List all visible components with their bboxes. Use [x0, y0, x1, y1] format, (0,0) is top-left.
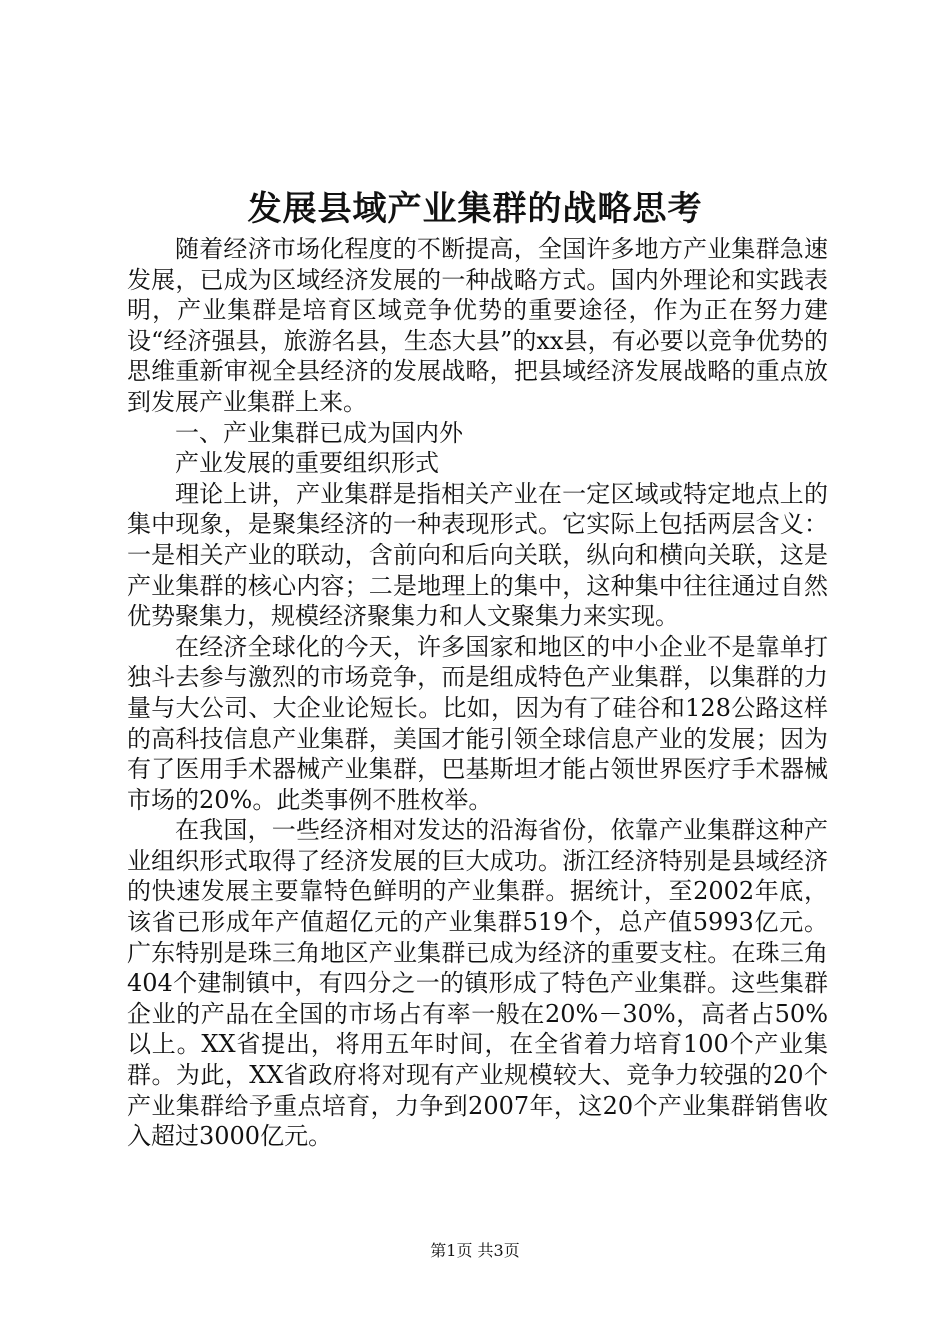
document-body — [127, 234, 828, 1152]
document-title: 发展县域产业集群的战略思考 — [247, 189, 703, 229]
paragraph-intro: 随着经济市场化程度的不断提高，全国许多地方产业集群急速发展，已成为区域经济发展的一种战略方式。国内外理论和实践表明，产业集群是培育区域竞争优势的重要途径，作为正在努力建设“经济强县，旅游名县，生态大县”的xx县，有必要以竞争优势的思维重新审视全县经济的发展战略，把县域经济发展战略的重点放到发展产业集群上来。 — [127, 235, 828, 416]
section-heading-line-2: 产业发展的重要组织形式 — [175, 449, 439, 478]
page-footer: 第1页 共3页 — [430, 1241, 520, 1260]
section-heading-line-1: 一、产业集群已成为国内外 — [175, 418, 463, 447]
paragraph-globalization: 在经济全球化的今天，许多国家和地区的中小企业不是靠单打独斗去参与激烈的市场竞争，而是组成特色产业集群，以集群的力量与大公司、大企业论短长。比如，因为有了硅谷和128公路这样的高科技信息产业集群，美国才能引领全球信息产业的发展；因为有了医用手术器械产业集群，巴基斯坦才能占领世界医疗手术器械市场的20%。此类事例不胜枚举。 — [127, 632, 828, 814]
paragraph-theory: 理论上讲，产业集群是指相关产业在一定区域或特定地点上的集中现象，是聚集经济的一种表现形式。它实际上包括两层含义：一是相关产业的联动，含前向和后向关联，纵向和横向关联，这是产业集群的核心内容；二是地理上的集中，这种集中往往通过自然优势聚集力，规模经济聚集力和人文聚集力来实现。 — [127, 479, 828, 631]
paragraph-china: 在我国，一些经济相对发达的沿海省份，依靠产业集群这种产业组织形式取得了经济发展的巨大成功。浙江经济特别是县域经济的快速发展主要靠特色鲜明的产业集群。据统计，至2002年底，该省已形成年产值超亿元的产业集群519个，总产值5993亿元。广东特别是珠三角地区产业集群已成为经济的重要支柱。在珠三角404个建制镇中，有四分之一的镇形成了特色产业集群。这些集群企业的产品在全国的市场占有率一般在20%－30%，高者占50%以上。XX省提出，将用五年时间，在全省着力培育100个产业集群。为此，XX省政府将对现有产业规模较大、竞争力较强的20个产业集群给予重点培育，力争到2007年，这20个产业集群销售收入超过3000亿元。 — [127, 816, 828, 1151]
